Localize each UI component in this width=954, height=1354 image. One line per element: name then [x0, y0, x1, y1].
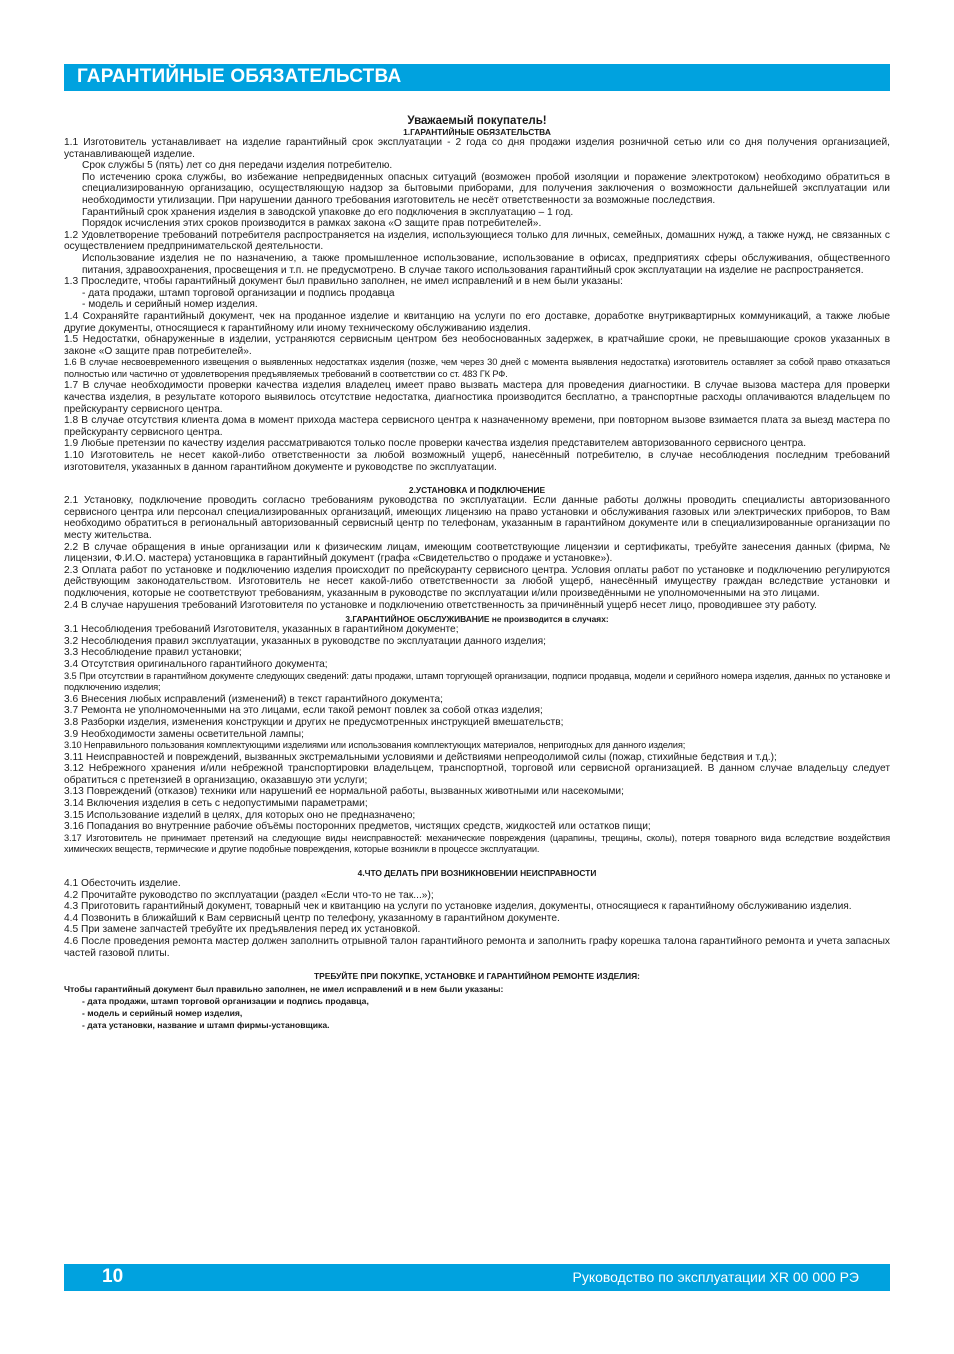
list-item: 3.14 Включения изделия в сеть с недопустимыми параметрами;	[64, 798, 368, 810]
list-item: - модель и серийный номер изделия,	[82, 1008, 243, 1019]
list-item: 3.15 Использование изделий в целях, для которых оно не предназначено;	[64, 809, 416, 821]
footer-bar	[64, 1264, 890, 1291]
list-item: 3.13 Повреждений (отказов) техники или нарушений ее нормальной работы, вызванных животными или насекомыми;	[64, 786, 624, 798]
section-2-title: 2.УСТАНОВКА И ПОДКЛЮЧЕНИЕ	[408, 485, 546, 496]
paragraph-2-3: 2.3 Оплата работ по установке и подключению изделия происходит по прейскуранту сервисного центра. Условия оплаты работ по установке и подключению регулируются действующим законодательством. Изготовитель не несет какой-либо ответственности за любой ущерб, нанесённый имуществу граждан вследствие установки и подключения, которые не соответствуют требованиям, указанным в руководстве по эксплуатации и/или произведёнными не уполномоченными на это лицами.	[64, 564, 890, 599]
list-item: 4.4 Позвонить в ближайший к Вам сервисный центр по телефону, указанному в гарантийном документе.	[64, 912, 560, 924]
section-5-title: ТРЕБУЙТЕ ПРИ ПОКУПКЕ, УСТАНОВКЕ И ГАРАНТИЙНОМ РЕМОНТЕ ИЗДЕЛИЯ:	[314, 971, 640, 982]
requirements-block	[64, 983, 890, 1031]
paragraph-1-7: 1.7 В случае необходимости проверки качества изделия владелец имеет право вызвать мастера для проведения диагностики. В случае вызова мастера для проверки качества изделия, в результате которого выявилось отсутствие недостатка, диагностика производится бесплатно, а транспортные расходы оплачиваются владельцем по прейскуранту сервисного центра.	[64, 380, 890, 415]
list-item: 3.9 Необходимости замены осветительной лампы;	[64, 728, 304, 740]
list-item: 4.5 При замене запчастей требуйте их предъявления перед их установкой.	[64, 924, 421, 936]
paragraph-storage-term: Гарантийный срок хранения изделия в заводской упаковке до его подключения в эксплуатацию – 1 год.	[82, 206, 574, 218]
requirements-lead: Чтобы гарантийный документ был правильно заполнен, не имел исправлений и в нем были указаны:	[64, 984, 504, 995]
list-item: - дата установки, название и штамп фирмы-установщика.	[82, 1020, 330, 1031]
list-item: 3.4 Отсутствия оригинального гарантийного документа;	[64, 658, 328, 670]
page-title: ГАРАНТИЙНЫЕ ОБЯЗАТЕЛЬСТВА	[77, 66, 402, 87]
paragraph-1-9: 1.9 Любые претензии по качеству изделия рассматриваются только после проверки качества изделия представителем авторизованного сервисного центра.	[64, 438, 807, 450]
paragraph-1-5: 1.5 Недостатки, обнаруженные в изделии, устраняются сервисным центром без необоснованных задержек, в кратчайшие сроки, не превышающие сроков указанных в законе «О защите прав потребителей».	[64, 334, 890, 357]
document-title: Руководство по эксплуатации XR 00 000 РЭ	[572, 1269, 859, 1285]
list-item: 3.7 Ремонта не уполномоченными на это лицами, если такой ремонт повлек за собой отказ изделия;	[64, 705, 543, 717]
list-item: 3.17 Изготовитель не принимает претензий на следующие виды неисправностей: механические повреждения (царапины, трещины, сколы), потеря товарного вида вследствие воздействия химических веществ, термические и другие подобные повреждения, которые возникли в процессе эксплуатации.	[64, 832, 890, 855]
list-item: 3.2 Несоблюдения правил эксплуатации, указанных в руководстве по эксплуатации данного изделия;	[64, 635, 546, 647]
list-item: 3.5 При отсутствии в гарантийном документе следующих сведений: даты продажи, штамп торгующей организации, подписи продавца, модели и серийного номера изделия, данных по установке и подключению изделия;	[64, 670, 890, 693]
list-item: 3.8 Разборки изделия, изменения конструкции и других не предусмотренных инструкцией вмешательств;	[64, 716, 564, 728]
paragraph-misuse: Использование изделия не по назначению, а также промышленное использование, использование в офисах, предприятиях сферы обслуживания, общественного питания, здравоохранения, просвещения и т.п. не предусмотрено. В случае такого использования гарантийный срок эксплуатации на изделие не распространяется.	[82, 252, 890, 276]
paragraph-2-4: 2.4 В случае нарушения требований Изготовителя по установке и подключению ответственность за причинённый ущерб несет лицо, проводившее эту работу.	[64, 599, 817, 611]
greeting: Уважаемый покупатель!	[407, 115, 547, 127]
section-4-title: 4.ЧТО ДЕЛАТЬ ПРИ ВОЗНИКНОВЕНИИ НЕИСПРАВНОСТИ	[357, 868, 597, 879]
list-item: 3.10 Неправильного пользования комплектующими изделиями или использования комплектующих материалов, непригодных для данного изделия;	[64, 740, 686, 751]
list-item: 4.6 После проведения ремонта мастер должен заполнить отрывной талон гарантийного ремонта и заполнить графу корешка талона гарантийного ремонта и учета запасных частей газовой плиты.	[64, 936, 890, 959]
list-item: 3.11 Неисправностей и повреждений, вызванных экстремальными условиями и действиями непреодолимой силы (пожар, стихийные бедствия и т.д.);	[64, 751, 777, 763]
paragraph-1-4: 1.4 Сохраняйте гарантийный документ, чек на проданное изделие и квитанцию на услуги по его доставке, доработке внутриквартирных коммуникаций, а также любые другие документы, относящиеся к гарантийному или иному техническому обслуживанию изделия.	[64, 310, 890, 334]
list-item: 3.12 Небрежного хранения и/или небрежной транспортировки владельцем, транспортной, торговой или сервисной организацией. В данном случае владельцу следует обратиться с претензией в организацию, оказавшую эти услуги;	[64, 763, 890, 786]
paragraph-1-1: 1.1 Изготовитель устанавливает на изделие гарантийный срок эксплуатации - 2 года со дня продажи изделия розничной сетью или со дня получения организацией, устанавливающей изделие.	[64, 137, 890, 160]
paragraph-1-2: 1.2 Удовлетворение требований потребителя распространяется на изделия, использующиеся только для личных, семейных, домашних нужд, а также нужд, не связанных с осуществлением предпринимательской деятельности.	[64, 229, 890, 253]
list-item-model: - модель и серийный номер изделия.	[82, 299, 258, 311]
header-bar	[64, 64, 890, 91]
paragraph-service-life: Срок службы 5 (пять) лет со дня передачи изделия потребителю.	[82, 160, 393, 172]
list-item: - дата продажи, штамп торговой организации и подпись продавца,	[82, 996, 369, 1007]
list-item-sale-date: - дата продажи, штамп торговой организации и подпись продавца	[82, 287, 395, 299]
paragraph-1-10: 1.10 Изготовитель не несет какой-либо ответственности за любой возможный ущерб, нанесённый потребителю, в случае несоблюдения последним требований изготовителя, указанных в данном гарантийном документе и руководстве по эксплуатации.	[64, 450, 890, 473]
list-item: 4.2 Прочитайте руководство по эксплуатации (раздел «Если что-то не так...»);	[64, 889, 434, 901]
section-3-title: 3.ГАРАНТИЙНОЕ ОБСЛУЖИВАНИЕ не производится в случаях:	[345, 614, 609, 625]
page-number: 10	[102, 1266, 124, 1287]
paragraph-1-8: 1.8 В случае отсутствия клиента дома в момент прихода мастера сервисного центра к назначенному времени, при повторном вызове взимается плата за выезд мастера по прейскуранту сервисного центра.	[64, 415, 890, 438]
paragraph-calculation: Порядок исчисления этих сроков производится в рамках закона «О защите прав потребителей».	[82, 218, 542, 230]
paragraph-1-3: 1.3 Проследите, чтобы гарантийный документ был правильно заполнен, не имел исправлений и в нем были указаны:	[64, 276, 623, 288]
paragraph-2-2: 2.2 В случае обращения в иные организации или к физическим лицам, имеющим соответствующие лицензии и сертификаты, требуйте занесения данных (фирма, № лицензии, Ф.И.О. мастера) установщика в гарантийный документ (графа «Свидетельство о продаже и установке»).	[64, 541, 890, 565]
list-item: 3.16 Попадания во внутренние рабочие объёмы посторонних предметов, чистящих средств, жидкостей или остатков пищи;	[64, 821, 651, 833]
paragraph-2-1: 2.1 Установку, подключение проводить согласно требованиям руководства по эксплуатации. Если данные работы должны проводить специалисты авторизованного сервисного центра или персонал специализированных организаций, имеющих лицензию на право установки и обслуживания газовых или электрических приборов, то Вам необходимо обратиться в региональный авторизованный сервисный центр по телефонам, указанным в гарантийном документе или в специализированные организации по месту жительства.	[64, 495, 890, 541]
list-item: 3.3 Несоблюдение правил установки;	[64, 647, 242, 659]
list-item: 4.1 Обесточить изделие.	[64, 878, 181, 890]
paragraph-1-6: 1.6 В случае несвоевременного извещения о выявленных недостатках изделия (позже, чем через 30 дней с момента выявления недостатка) изготовитель оставляет за собой право отказаться полностью или частично от удовлетворения предъявляемых требований в соответствии со ст. 483 ГК РФ.	[64, 357, 890, 379]
section-1-title: 1.ГАРАНТИЙНЫЕ ОБЯЗАТЕЛЬСТВА	[403, 127, 551, 137]
document-body	[64, 115, 890, 1031]
paragraph-end-of-life: По истечению срока службы, во избежание непредвиденных опасных ситуаций (возможен пробой изоляции и поражение электротоком) необходимо обратиться в специализированную организацию, осуществляющую надзор за бытовыми приборами, для получения заключения о возможности дальнейшей эксплуатации или необходимости утилизации. При нарушении данного требования изготовитель не несёт ответственности за возможные последствия.	[82, 171, 890, 206]
list-item: 3.1 Несоблюдения требований Изготовителя, указанных в гарантийном документе;	[64, 624, 459, 636]
list-item: 3.6 Внесения любых исправлений (изменений) в текст гарантийного документа;	[64, 693, 443, 705]
list-item: 4.3 Приготовить гарантийный документ, товарный чек и квитанцию на услуги по установке изделия, документы, относящиеся к гарантийному обслуживанию изделия.	[64, 901, 852, 913]
